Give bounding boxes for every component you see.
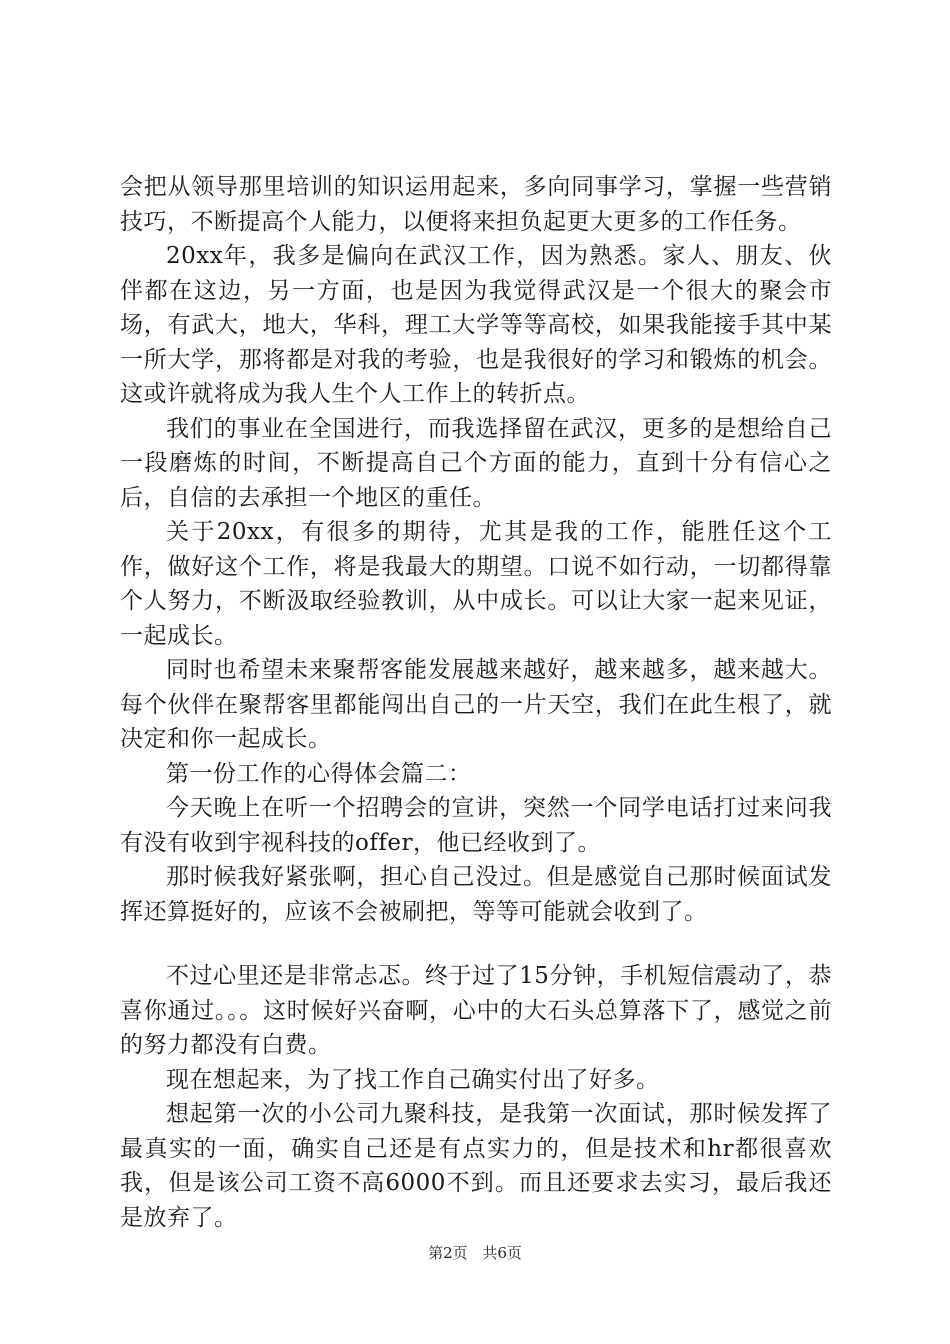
- paragraph-9: 现在想起来，为了找工作自己确实付出了好多。: [166, 1066, 660, 1093]
- paragraph-7: 那时候我好紧张啊，担心自己没过。但是感觉自己那时候面试发挥还算挺好的，应该不会被刷把，等等可能就会收到了。: [120, 864, 832, 925]
- paragraph-1: 会把从领导那里培训的知识运用起来，多向同事学习，掌握一些营销技巧，不断提高个人能力，以便将来担负起更大更多的工作任务。: [120, 174, 832, 235]
- section-heading: 第一份工作的心得体会篇二：: [166, 760, 472, 787]
- paragraph-10: 想起第一次的小公司九聚科技，是我第一次面试，那时候发挥了最真实的一面，确实自己还是有点实力的，但是技术和hr都很喜欢我，但是该公司工资不高6000不到。而且还要求去实习，最后我还是放弃了。: [120, 1101, 832, 1231]
- paragraph-6: 今天晚上在听一个招聘会的宣讲，突然一个同学电话打过来问我有没有收到宇视科技的offer，他已经收到了。: [120, 795, 832, 856]
- paragraph-5: 同时也希望未来聚帮客能发展越来越好，越来越多，越来越大。每个伙伴在聚帮客里都能闯出自己的一片天空，我们在此生根了，就决定和你一起成长。: [120, 657, 832, 752]
- page-number: 第2页: [428, 1244, 468, 1262]
- paragraph-4: 关于20xx，有很多的期待，尤其是我的工作，能胜任这个工作，做好这个工作，将是我最大的期望。口说不如行动，一切都得靠个人努力，不断汲取经验教训，从中成长。可以让大家一起来见证，一起成长。: [120, 519, 832, 649]
- paragraph-3: 我们的事业在全国进行，而我选择留在武汉，更多的是想给自己一段磨炼的时间，不断提高自己个方面的能力，直到十分有信心之后，自信的去承担一个地区的重任。: [120, 415, 832, 511]
- page-total: 共6页: [482, 1244, 522, 1262]
- paragraph-gap: [120, 929, 832, 959]
- paragraph-8: 不过心里还是非常忐忑。终于过了15分钟，手机短信震动了，恭喜你通过。。。这时候好兴奋啊，心中的大石头总算落下了，感觉之前的努力都没有白费。: [120, 963, 832, 1058]
- page-footer: [0, 1242, 950, 1263]
- paragraph-2: 20xx年，我多是偏向在武汉工作，因为熟悉。家人、朋友、伙伴都在这边，另一方面，也是因为我觉得武汉是一个很大的聚会市场，有武大，地大，华科，理工大学等等高校，如果我能接手其中某一所大学，那将都是对我的考验，也是我很好的学习和锻炼的机会。这或许就将成为我人生个人工作上的转折点。: [120, 243, 832, 407]
- document-body: [120, 170, 832, 1235]
